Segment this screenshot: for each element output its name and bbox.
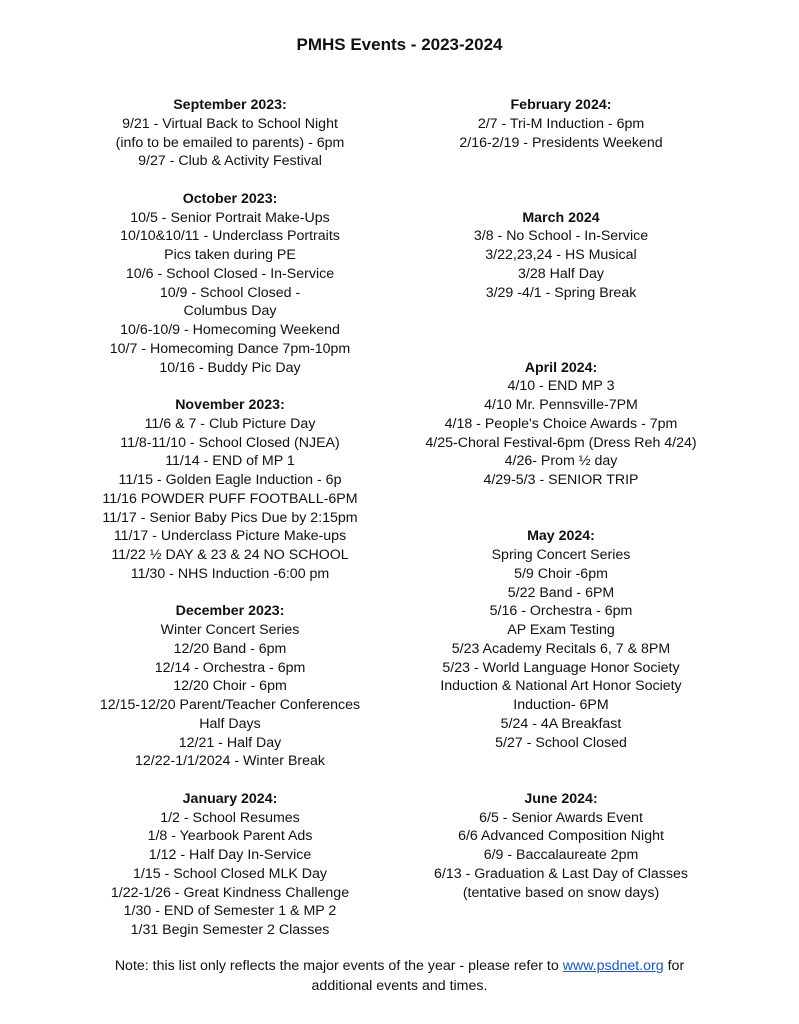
event-line: 12/22-1/1/2024 - Winter Break [134, 753, 326, 770]
event-line: 3/22,23,24 - HS Musical [485, 247, 637, 263]
event-line: 5/27 - School Closed [495, 734, 627, 751]
section-heading: April 2024: [524, 359, 598, 376]
page-title: PMHS Events - 2023-2024 [296, 35, 503, 54]
event-line: 11/17 - Senior Baby Pics Due by 2:15pm [102, 509, 358, 526]
event-section [40, 96, 420, 171]
event-line: 1/31 Begin Semester 2 Classes [130, 922, 330, 938]
event-line: 4/29-5/3 - SENIOR TRIP [483, 472, 639, 488]
psdnet-link[interactable]: www.psdnet.org [562, 958, 664, 974]
event-line: 6/13 - Graduation & Last Day of Classes [434, 865, 688, 882]
event-line: Induction- 6PM [513, 697, 609, 713]
event-line: 5/24 - 4A Breakfast [500, 715, 622, 732]
event-line: 11/6 & 7 - Club Picture Day [144, 415, 316, 432]
event-section [40, 396, 420, 584]
event-line: 11/15 - Golden Eagle Induction - 6p [118, 472, 342, 488]
event-line: 6/9 - Baccalaureate 2pm [483, 847, 639, 863]
event-line: 12/20 Choir - 6pm [173, 678, 287, 695]
section-spacer [411, 752, 711, 790]
section-heading: June 2024: [524, 790, 598, 807]
section-heading: September 2023: [173, 97, 287, 113]
event-section [411, 359, 711, 490]
event-line: 10/7 - Homecoming Dance 7pm-10pm [109, 340, 351, 357]
event-section [40, 190, 420, 378]
section-spacer [40, 584, 420, 603]
event-line: 1/2 - School Resumes [160, 809, 300, 826]
note-text-after: for [663, 958, 685, 974]
event-line: 12/21 - Half Day [178, 734, 282, 751]
section-heading: January 2024: [182, 790, 278, 807]
event-line: 12/14 - Orchestra - 6pm [154, 659, 306, 676]
event-line: 11/30 - NHS Induction -6:00 pm [130, 565, 330, 582]
event-line: 6/5 - Senior Awards Event [479, 809, 643, 826]
footer-note [0, 957, 799, 996]
event-line: 10/16 - Buddy Pic Day [159, 359, 301, 376]
section-heading: December 2023: [175, 603, 285, 620]
event-line: AP Exam Testing [507, 622, 615, 638]
event-line: 9/21 - Virtual Back to School Night [122, 115, 338, 132]
event-line: 5/23 Academy Recitals 6, 7 & 8PM [451, 640, 671, 657]
event-line: 12/15-12/20 Parent/Teacher Conferences [99, 697, 361, 713]
event-line: 2/16-2/19 - Presidents Weekend [459, 134, 663, 151]
section-heading: October 2023: [182, 190, 278, 207]
event-section [411, 527, 711, 752]
event-line: 12/20 Band - 6pm [173, 640, 287, 657]
left-column [40, 96, 420, 940]
event-line: 5/23 - World Language Honor Society [442, 659, 680, 676]
event-line: 3/8 - No School - In-Service [473, 228, 649, 245]
event-line: 11/17 - Underclass Picture Make-ups [113, 528, 347, 545]
right-column [411, 96, 711, 902]
event-line: 11/22 ½ DAY & 23 & 24 NO SCHOOL [111, 547, 349, 563]
event-line: 4/25-Choral Festival-6pm (Dress Reh 4/24) [425, 434, 697, 451]
section-spacer [411, 152, 711, 208]
event-line: 5/16 - Orchestra - 6pm [489, 603, 633, 620]
event-line: 4/26- Prom ½ day [504, 453, 618, 470]
event-line: 1/22-1/26 - Great Kindness Challenge [110, 884, 350, 901]
event-line: 1/12 - Half Day In-Service [148, 847, 312, 863]
event-line: Half Days [199, 715, 261, 732]
event-section [411, 209, 711, 303]
section-spacer [411, 302, 711, 358]
event-line: 10/6 - School Closed - In-Service [125, 265, 335, 282]
event-line: Winter Concert Series [160, 622, 300, 638]
event-line: 11/8-11/10 - School Closed (NJEA) [120, 434, 340, 451]
event-line: (info to be emailed to parents) - 6pm [115, 134, 345, 151]
event-line: 1/8 - Yearbook Parent Ads [147, 828, 313, 845]
event-line: 1/15 - School Closed MLK Day [133, 865, 327, 882]
event-line: Columbus Day [183, 303, 277, 320]
section-spacer [411, 490, 711, 528]
event-line: 9/27 - Club & Activity Festival [138, 153, 322, 170]
event-line: 10/9 - School Closed - [159, 284, 301, 301]
event-line: Spring Concert Series [491, 547, 631, 563]
note-text-line2: additional events and times. [311, 977, 488, 994]
event-line: Pics taken during PE [164, 247, 296, 263]
section-heading: February 2024: [510, 97, 612, 113]
event-line: 1/30 - END of Semester 1 & MP 2 [123, 903, 337, 920]
section-heading: November 2023: [175, 397, 285, 413]
event-line: 3/29 -4/1 - Spring Break [485, 284, 637, 301]
event-line: 6/6 Advanced Composition Night [458, 828, 664, 845]
event-section [411, 790, 711, 903]
event-section [411, 96, 711, 152]
section-spacer [40, 171, 420, 190]
event-line: Induction & National Art Honor Society [440, 678, 682, 695]
event-line: 3/28 Half Day [518, 265, 604, 282]
event-line: 2/7 - Tri-M Induction - 6pm [477, 115, 645, 132]
section-heading: March 2024 [522, 209, 600, 226]
event-line: 5/9 Choir -6pm [514, 565, 608, 582]
event-line: (tentative based on snow days) [462, 884, 660, 901]
event-line: 10/6-10/9 - Homecoming Weekend [120, 322, 340, 338]
event-line: 10/5 - Senior Portrait Make-Ups [130, 209, 330, 226]
event-section [40, 602, 420, 771]
note-text: Note: this list only reflects the major events of the year - please refer to [114, 958, 563, 974]
event-line: 4/10 Mr. Pennsville-7PM [484, 397, 638, 413]
section-spacer [40, 771, 420, 790]
section-spacer [40, 377, 420, 396]
section-heading: May 2024: [527, 528, 595, 545]
event-line: 10/10&10/11 - Underclass Portraits [120, 228, 340, 245]
event-line: 5/22 Band - 6PM [507, 584, 615, 601]
event-line: 4/10 - END MP 3 [507, 378, 615, 395]
event-line: 11/14 - END of MP 1 [165, 453, 295, 470]
event-line: 4/18 - People's Choice Awards - 7pm [444, 415, 678, 432]
event-section [40, 790, 420, 940]
event-line: 11/16 POWDER PUFF FOOTBALL-6PM [102, 490, 358, 507]
